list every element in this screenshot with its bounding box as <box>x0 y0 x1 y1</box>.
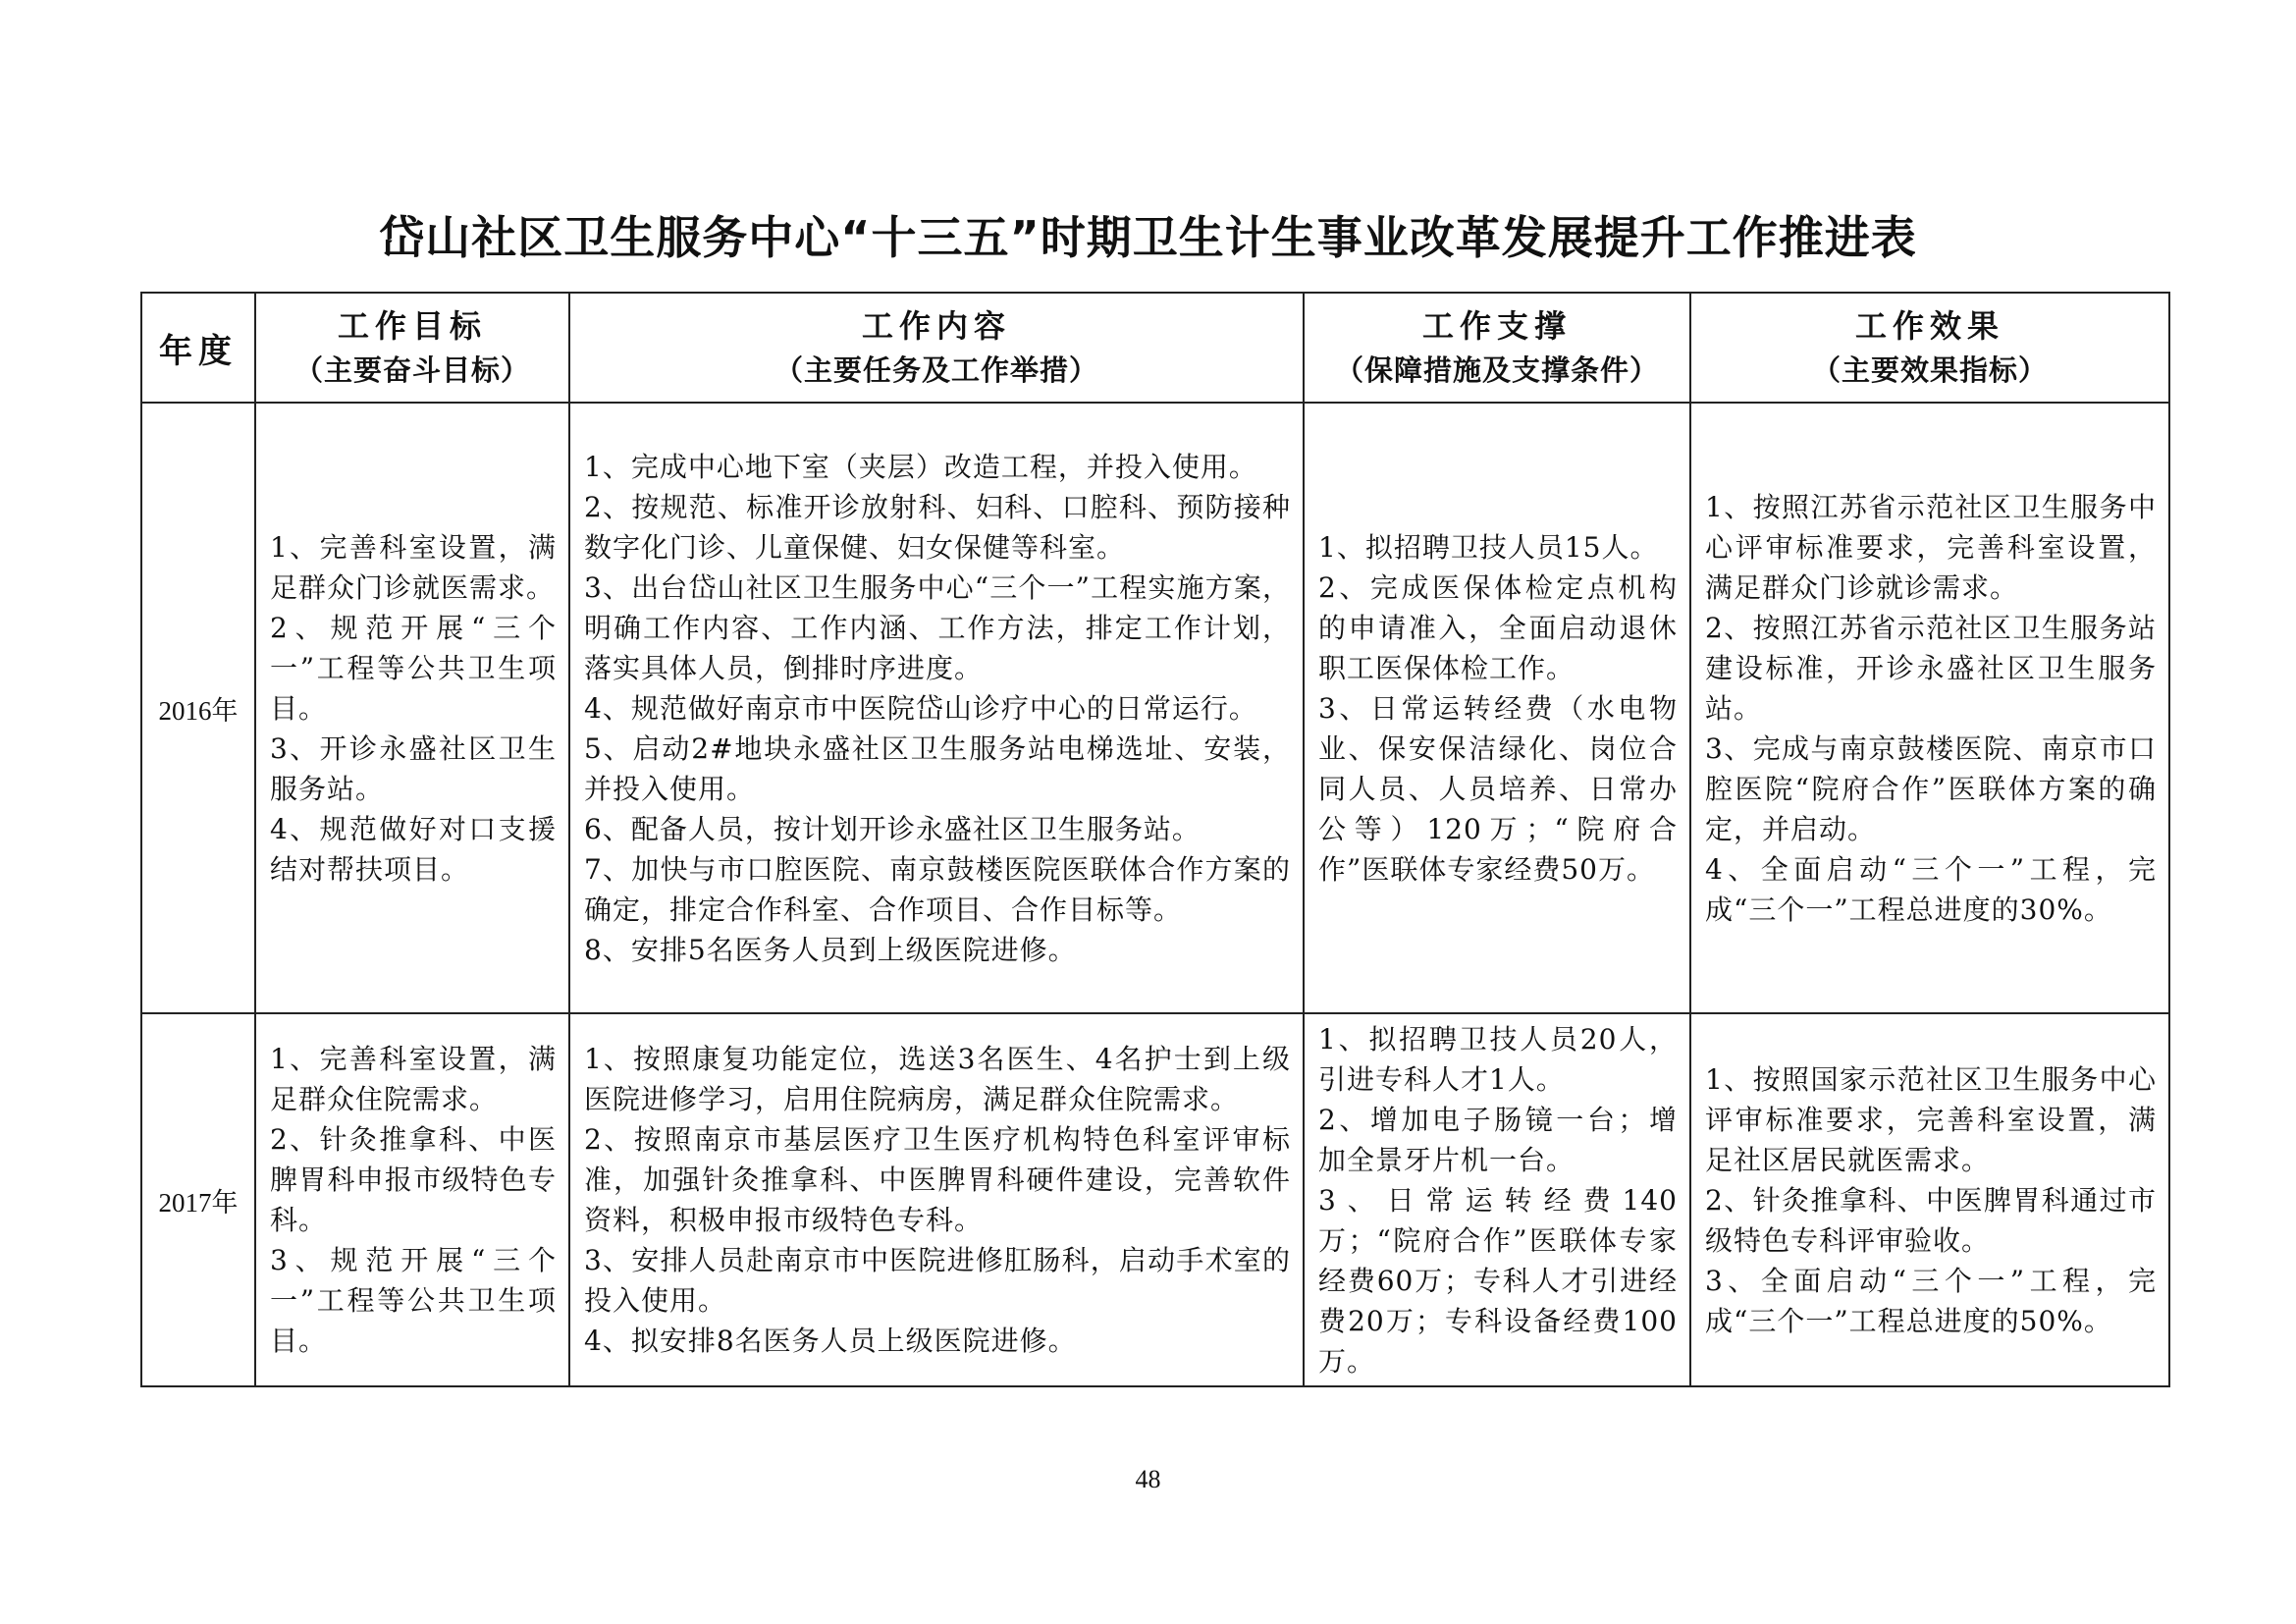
content-item: 1、完成中心地下室（夹层）改造工程，并投入使用。 <box>584 450 1257 483</box>
content-item: 3、出台岱山社区卫生服务中心“三个一”工程实施方案，明确工作内容、工作内涵、工作方法，排定工作计划，落实具体人员，倒排时序进度。 <box>584 570 1291 684</box>
table-row-2017 <box>141 1013 2169 1386</box>
effect-item: 2、按照江苏省示范社区卫生服务站建设标准，开诊永盛社区卫生服务站。 <box>1705 611 2157 725</box>
content-cell <box>569 403 1304 1013</box>
goal-item: 1、完善科室设置，满足群众住院需求。 <box>270 1043 557 1115</box>
content-item: 6、配备人员，按计划开诊永盛社区卫生服务站。 <box>584 812 1201 845</box>
header-effect <box>1690 293 2169 403</box>
header-year-label: 年度 <box>159 331 238 371</box>
header-goal-label: 工作目标 <box>337 307 487 345</box>
year-cell: 2017年 <box>141 1013 255 1386</box>
header-content <box>569 293 1304 403</box>
page-number: 48 <box>1135 1465 1161 1493</box>
goal-cell <box>255 1013 569 1386</box>
effect-item: 1、按照江苏省示范社区卫生服务中心评审标准要求，完善科室设置，满足群众门诊就诊需求。 <box>1705 490 2157 604</box>
header-content-label: 工作内容 <box>861 307 1011 345</box>
header-effect-sublabel: （主要效果指标） <box>1811 353 2048 387</box>
support-item: 3、日常运转经费140万；“院府合作”医联体专家经费60万；专科人才引进经费20万；专科设备经费100万。 <box>1318 1183 1678 1378</box>
page-title: 岱山社区卫生服务中心“十三五”时期卫生计生事业改革发展提升工作推进表 <box>379 211 1917 264</box>
support-item: 1、拟招聘卫技人员20人，引进专科人才1人。 <box>1318 1022 1678 1096</box>
effect-cell <box>1690 403 2169 1013</box>
header-year <box>141 293 255 403</box>
header-content-sublabel: （主要任务及工作举措） <box>774 353 1098 387</box>
goal-item: 4、规范做好对口支援结对帮扶项目。 <box>270 812 557 886</box>
year-cell: 2016年 <box>141 403 255 1013</box>
header-goal-sublabel: （主要奋斗目标） <box>294 353 530 387</box>
table-row-2016 <box>141 403 2169 1013</box>
content-item: 5、启动2#地块永盛社区卫生服务站电梯选址、安装，并投入使用。 <box>584 731 1291 805</box>
support-item: 3、日常运转经费（水电物业、保安保洁绿化、岗位合同人员、人员培养、日常办公等）120万；“院府合作”医联体专家经费50万。 <box>1318 691 1678 886</box>
content-item: 4、规范做好南京市中医院岱山诊疗中心的日常运行。 <box>584 691 1257 725</box>
effect-item: 1、按照国家示范社区卫生服务中心评审标准要求，完善科室设置，满足社区居民就医需求。 <box>1705 1062 2157 1176</box>
header-support <box>1304 293 1690 403</box>
effect-item: 2、针灸推拿科、中医脾胃科通过市级特色专科评审验收。 <box>1705 1183 2157 1257</box>
effect-item: 3、全面启动“三个一”工程，完成“三个一”工程总进度的50%。 <box>1705 1264 2157 1337</box>
table-header-row <box>141 293 2169 403</box>
content-item: 8、安排5名医务人员到上级医院进修。 <box>584 933 1077 966</box>
support-cell <box>1304 1013 1690 1386</box>
goal-cell <box>255 403 569 1013</box>
header-support-sublabel: （保障措施及支撑条件） <box>1334 353 1659 387</box>
goal-item: 3、开诊永盛社区卫生服务站。 <box>270 731 557 805</box>
header-support-label: 工作支撑 <box>1421 307 1572 345</box>
support-cell <box>1304 403 1690 1013</box>
goal-item: 1、完善科室设置，满足群众门诊就医需求。 <box>270 530 557 604</box>
effect-item: 4、全面启动“三个一”工程，完成“三个一”工程总进度的30%。 <box>1705 852 2157 926</box>
support-item: 1、拟招聘卫技人员15人。 <box>1318 530 1659 564</box>
header-effect-label: 工作效果 <box>1854 307 2004 345</box>
support-item: 2、完成医保体检定点机构的申请准入，全面启动退休职工医保体检工作。 <box>1318 570 1678 684</box>
content-item: 3、安排人员赴南京市中医院进修肛肠科，启动手术室的投入使用。 <box>584 1244 1291 1317</box>
content-item: 4、拟安排8名医务人员上级医院进修。 <box>584 1325 1077 1357</box>
content-cell <box>569 1013 1304 1386</box>
header-goal <box>255 293 569 403</box>
effect-item: 3、完成与南京鼓楼医院、南京市口腔医院“院府合作”医联体方案的确定，并启动。 <box>1705 731 2157 845</box>
goal-item: 2、针灸推拿科、中医脾胃科申报市级特色专科。 <box>270 1123 557 1236</box>
content-item: 2、按规范、标准开诊放射科、妇科、口腔科、预防接种数字化门诊、儿童保健、妇女保健等科室。 <box>584 490 1291 564</box>
content-item: 2、按照南京市基层医疗卫生医疗机构特色科室评审标准，加强针灸推拿科、中医脾胃科硬件建设，完善软件资料，积极申报市级特色专科。 <box>584 1123 1291 1236</box>
goal-item: 2、规范开展“三个一”工程等公共卫生项目。 <box>270 611 557 725</box>
support-item: 2、增加电子肠镜一台；增加全景牙片机一台。 <box>1318 1103 1678 1176</box>
effect-cell <box>1690 1013 2169 1386</box>
goal-item: 3、规范开展“三个一”工程等公共卫生项目。 <box>270 1244 557 1357</box>
content-item: 1、按照康复功能定位，选送3名医生、4名护士到上级医院进修学习，启用住院病房，满足群众住院需求。 <box>584 1043 1291 1115</box>
work-plan-table <box>140 292 2170 1387</box>
content-item: 7、加快与市口腔医院、南京鼓楼医院医联体合作方案的确定，排定合作科室、合作项目、合作目标等。 <box>584 852 1291 926</box>
